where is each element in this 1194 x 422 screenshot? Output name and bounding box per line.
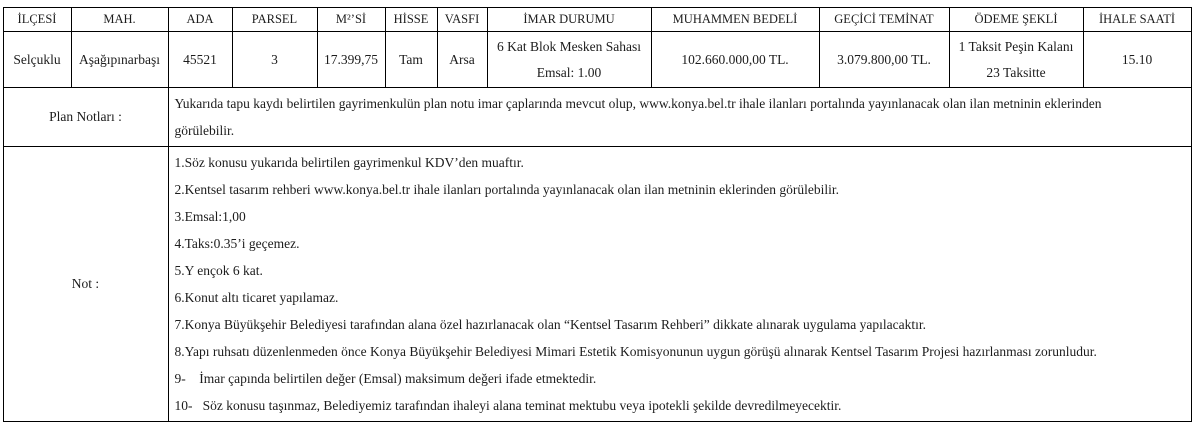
plan-notlari-line-1: Yukarıda tapu kaydı belirtilen gayrimenkulün plan notu imar çaplarında mevcut olup, www.konya.bel.tr ihale ilanları portalında yayınlanacak olan ilan metninin eklerinden — [174, 96, 1102, 111]
not-item-8: 8.Yapı ruhsatı düzenlenmeden önce Konya Büyükşehir Belediyesi Mimari Estetik Komisyonunun uygun görüşü alınarak Kentsel Tasarım Projesi hazırlanması zorunludur. — [174, 344, 1097, 359]
cell-ihale-saati: 15.10 — [1083, 32, 1191, 88]
cell-gecici-teminat: 3.079.800,00 TL. — [819, 32, 949, 88]
cell-imar-durumu — [487, 32, 651, 88]
imar-durumu-line-2: Emsal: 1.00 — [536, 64, 602, 80]
not-item-4: 4.Taks:0.35’i geçemez. — [174, 236, 300, 251]
cell-ada: 45521 — [168, 32, 232, 88]
not-item-3: 3.Emsal:1,00 — [174, 209, 246, 224]
not-item-7: 7.Konya Büyükşehir Belediyesi tarafından alana özel hazırlanacak olan “Kentsel Tasarım Rehberi” dikkate alınarak uygulama yapılacaktır. — [174, 317, 927, 332]
col-header-hisse: HİSSE — [385, 8, 437, 32]
not-text — [168, 147, 1191, 422]
not-item-10: 10- Söz konusu taşınmaz, Belediyemiz tarafından ihaleyi alana teminat mektubu veya ipotekli şekilde devredilmeyecektir. — [174, 398, 842, 413]
cell-muhammen-bedeli: 102.660.000,00 TL. — [651, 32, 819, 88]
cell-parsel: 3 — [232, 32, 317, 88]
col-header-imar-durumu: İMAR DURUMU — [487, 8, 651, 32]
plan-notlari-label: Plan Notları : — [3, 88, 168, 147]
odeme-sekli-line-1: 1 Taksit Peşin Kalanı — [958, 38, 1074, 54]
col-header-odeme-sekli: ÖDEME ŞEKLİ — [949, 8, 1083, 32]
ihale-listing-table — [3, 7, 1192, 422]
plan-notlari-line-2: görülebilir. — [174, 123, 235, 138]
table-header-row — [3, 8, 1191, 32]
imar-durumu-line-1: 6 Kat Blok Mesken Sahası — [497, 38, 641, 54]
cell-m2si: 17.399,75 — [317, 32, 385, 88]
plan-notlari-row — [3, 88, 1191, 147]
col-header-m2si: M²’Sİ — [317, 8, 385, 32]
col-header-vasfi: VASFI — [437, 8, 487, 32]
col-header-gecici-teminat: GEÇİCİ TEMİNAT — [819, 8, 949, 32]
col-header-ada: ADA — [168, 8, 232, 32]
cell-ilcesi: Selçuklu — [3, 32, 71, 88]
col-header-ilcesi: İLÇESİ — [3, 8, 71, 32]
col-header-muhammen-bedeli: MUHAMMEN BEDELİ — [651, 8, 819, 32]
odeme-sekli-line-2: 23 Taksitte — [986, 64, 1046, 80]
not-item-6: 6.Konut altı ticaret yapılamaz. — [174, 290, 339, 305]
cell-mah: Aşağıpınarbaşı — [71, 32, 168, 88]
not-item-1: 1.Söz konusu yukarıda belirtilen gayrimenkul KDV’den muaftır. — [174, 155, 524, 170]
not-item-2: 2.Kentsel tasarım rehberi www.konya.bel.tr ihale ilanları portalında yayınlanacak olan ilan metninin eklerinden görülebilir. — [174, 182, 840, 197]
col-header-mah: MAH. — [71, 8, 168, 32]
cell-odeme-sekli — [949, 32, 1083, 88]
not-item-9: 9- İmar çapında belirtilen değer (Emsal) maksimum değeri ifade etmektedir. — [174, 371, 597, 386]
table-row — [3, 32, 1191, 88]
cell-vasfi: Arsa — [437, 32, 487, 88]
col-header-parsel: PARSEL — [232, 8, 317, 32]
not-row — [3, 147, 1191, 422]
not-label: Not : — [3, 147, 168, 422]
cell-hisse: Tam — [385, 32, 437, 88]
col-header-ihale-saati: İHALE SAATİ — [1083, 8, 1191, 32]
plan-notlari-text — [168, 88, 1191, 147]
not-item-5: 5.Y ençok 6 kat. — [174, 263, 263, 278]
